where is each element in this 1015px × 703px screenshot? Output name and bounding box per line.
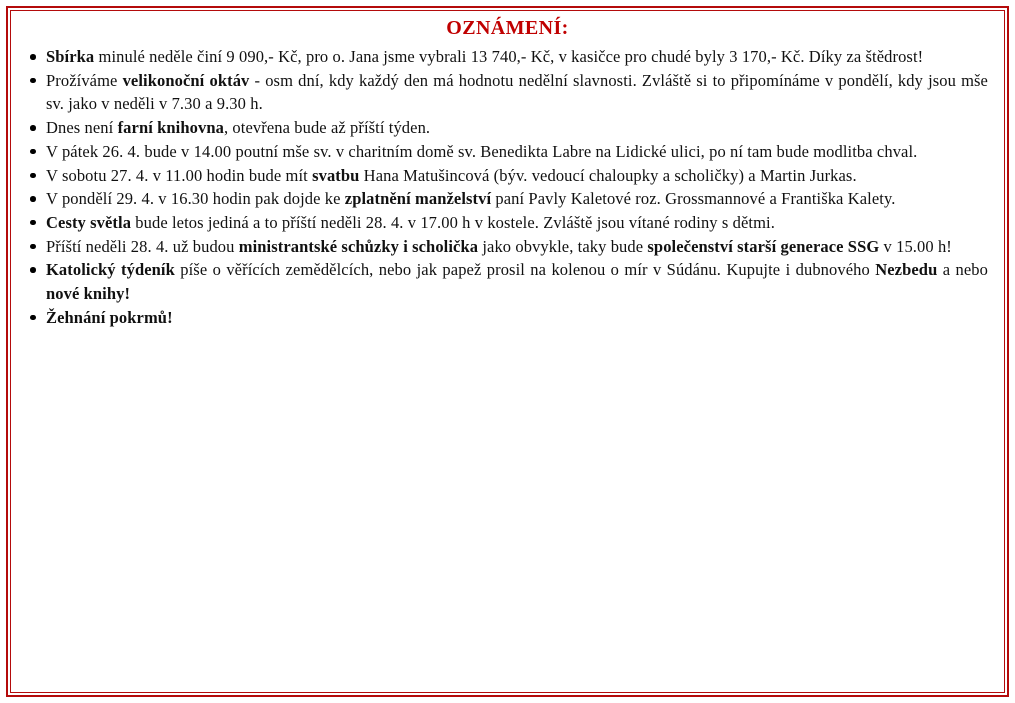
announcement-item (11, 306, 988, 330)
page-title: OZNÁMENÍ: (446, 17, 569, 39)
text-segment: - osm dní, kdy každý den má hodnotu nedělní slavnosti. Zvláště si to připomínáme v pondělí, kdy jsou mše sv. jako v neděli v 7.30 a 9.30 h. (46, 70, 988, 114)
text-segment: společenství starší generace SSG (647, 236, 880, 256)
bullet-icon (30, 173, 36, 179)
text-segment: , otevřena bude až příští týden. (223, 118, 431, 138)
announcement-item (11, 211, 988, 235)
bullet-icon (30, 244, 36, 250)
text-segment: Příští neděli 28. 4. už budou (46, 236, 239, 256)
bullet-icon (30, 125, 36, 131)
announcement-item (11, 69, 988, 116)
text-segment: jako obvykle, taky bude (478, 236, 648, 256)
text-segment: a nebo (937, 260, 988, 280)
announcement-item (11, 235, 988, 259)
announcement-item (11, 187, 988, 211)
document-inner-border (10, 10, 1005, 693)
text-segment: velikonoční oktáv (122, 70, 250, 90)
document-outer-border (6, 6, 1009, 697)
announcement-item (11, 140, 988, 164)
text-segment: Nezbedu (875, 260, 938, 280)
text-segment: V sobotu 27. 4. v 11.00 hodin bude mít (46, 165, 313, 185)
text-segment: Katolický týdeník (46, 260, 175, 280)
text-segment: paní Pavly Kaletové roz. Grossmannové a Františka Kalety. (491, 189, 896, 209)
announcement-item (11, 116, 988, 140)
announcements-list (11, 45, 988, 329)
text-segment: Žehnání pokrmů! (46, 307, 173, 327)
text-segment: Hana Matušincová (býv. vedoucí chaloupky a scholičky) a Martin Jurkas. (359, 165, 857, 185)
text-segment: Sbírka (46, 47, 95, 66)
bullet-icon (30, 78, 36, 84)
bullet-icon (30, 315, 36, 321)
text-segment: svatbu (312, 165, 360, 185)
bullet-icon (30, 267, 36, 273)
text-segment: minulé neděle činí 9 090,- Kč, pro o. Jana jsme vybrali 13 740,- Kč, v kasičce pro chudé byly 3 170,- Kč. Díky za štědrost! (94, 47, 924, 66)
text-segment: farní knihovna (117, 118, 224, 138)
text-segment: Prožíváme (46, 70, 123, 90)
text-segment: píše o věřících zemědělcích, nebo jak papež prosil na kolenou o mír v Súdánu. Kupujte i dubnového (174, 260, 876, 280)
text-segment: V pondělí 29. 4. v 16.30 hodin pak dojde ke (46, 189, 345, 209)
text-segment: Cesty světla (46, 212, 132, 232)
bullet-icon (30, 149, 36, 155)
bullet-icon (30, 54, 36, 60)
text-segment: bude letos jediná a to příští neděli 28. 4. v 17.00 h v kostele. Zvláště jsou vítané rodiny s dětmi. (131, 212, 775, 232)
text-segment: V pátek 26. 4. bude v 14.00 poutní mše sv. v charitním domě sv. Benedikta Labre na Lidické ulici, po ní tam bude modlitba chval. (46, 141, 918, 161)
announcement-item (11, 45, 988, 69)
announcement-item (11, 164, 988, 188)
text-segment: ministrantské schůzky i scholička (238, 236, 479, 256)
bullet-icon (30, 196, 36, 202)
text-segment: Dnes není (46, 118, 118, 138)
text-segment: nové knihy! (46, 284, 131, 304)
bullet-icon (30, 220, 36, 226)
text-segment: v 15.00 h! (879, 236, 952, 256)
announcement-item (11, 258, 988, 305)
text-segment: zplatnění manželství (344, 189, 492, 209)
